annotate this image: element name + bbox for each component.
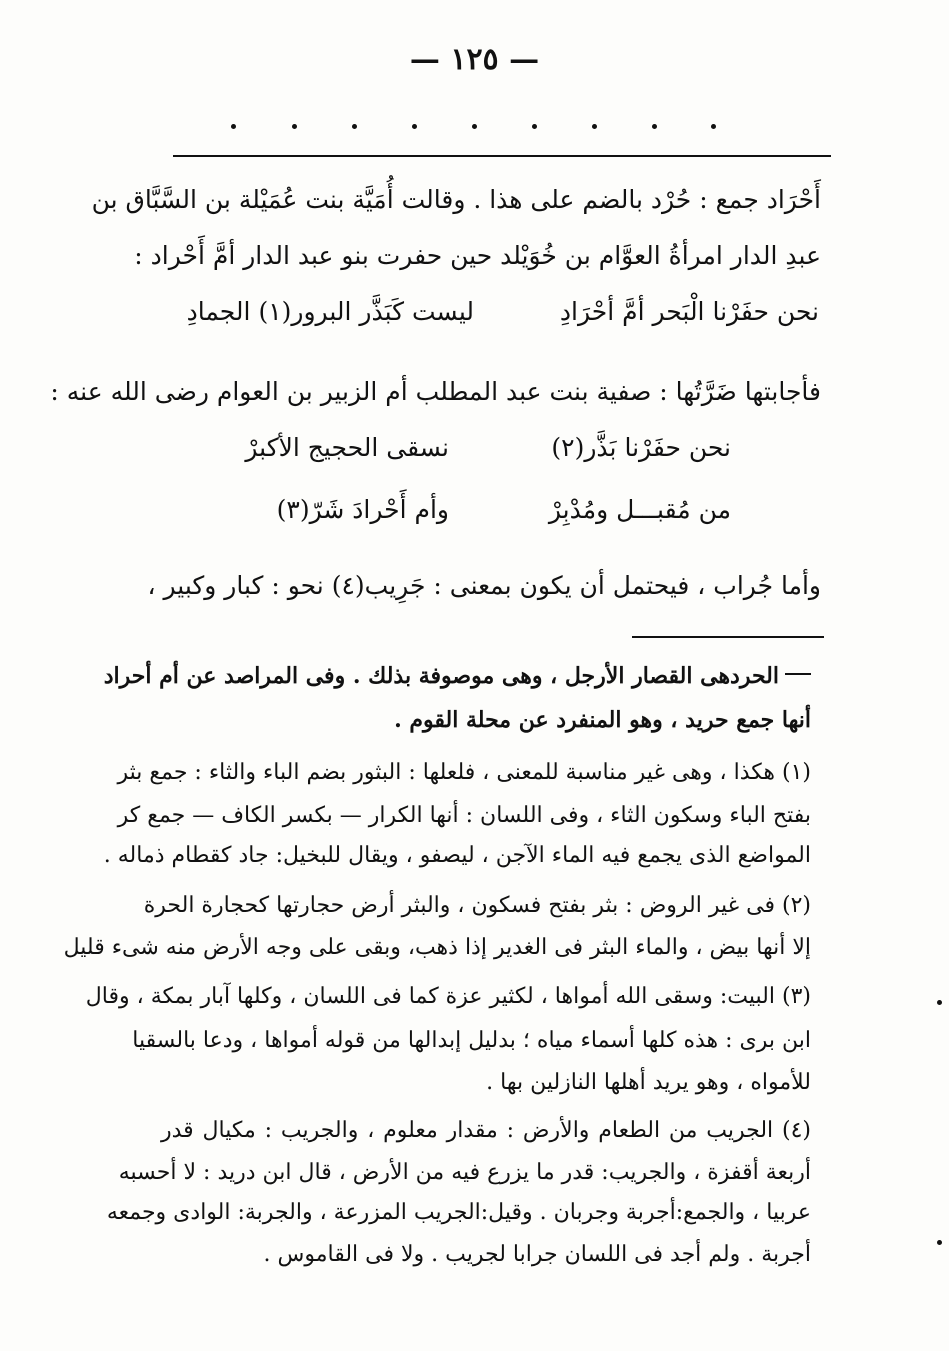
footnote-line: ابن برى : هذه كلها أسماء مياه ؛ بدليل إبدالها من قوله أمواها ، ودعا بالسقيا (132, 1028, 811, 1053)
top-rule (173, 155, 831, 157)
footnote-line: (٤) الجريب من الطعام والأرض : مقدار معلوم ، والجريب : مكيال قدر (161, 1118, 811, 1143)
ornament-dot (412, 124, 417, 129)
footnote-line: عربيا ، والجمع:أجربة وجربان . وقيل:الجريب المزرعة ، والجربة: الوادى وجمعه (106, 1200, 811, 1225)
margin-mark (937, 1000, 942, 1005)
footnote-rule (632, 636, 824, 638)
poem-hemistich-left: نسقى الحجيج الأكبرْ (245, 433, 449, 462)
ornament-dot (231, 124, 236, 129)
footnote-line: للأمواه ، وهو يريد أهلها النازلين بها . (486, 1070, 811, 1095)
poem-hemistich-left: ليست كَبَذَّر البرور(١) الجمادِ (186, 297, 474, 326)
ornament-dot (652, 124, 657, 129)
poem-hemistich-right: نحن حفَرْنا الْبَحر أمَّ أحْرَادِ (559, 297, 819, 326)
ornament-dot (711, 124, 716, 129)
main-text-line: عبدِ الدار امرأةُ العوَّام بن خُوَيْلد حين حفرت بنو عبد الدار أمَّ أَحْراد : (134, 241, 821, 270)
ornament-dot (352, 124, 357, 129)
main-text-line: وأما جُراب ، فيحتمل أن يكون بمعنى : جَرِيب(٤) نحو : كبار وكبير ، (147, 571, 821, 600)
ornament-dot (532, 124, 537, 129)
footnote-line: (٢) فى غير الروض : بثر بفتح فسكون ، والبثر أرض حجارتها كحجارة الحرة (143, 893, 811, 918)
footnote-line: الحردهى القصار الأرجل ، وهى موصوفة بذلك . وفى المراصد عن أم أحراد (161, 660, 811, 694)
ornament-dot (472, 124, 477, 129)
footnote-line: (٣) البيت: وسقى الله أمواها ، لكثير عزة كما فى اللسان ، وكلها آبار بمكة ، وقال (85, 984, 811, 1009)
margin-mark (937, 1240, 942, 1245)
poem-hemistich-right: من مُقبـــل ومُدْبِرْ (548, 495, 731, 524)
page-number: — ١٢٥ — (409, 42, 540, 77)
footnote-line: (١) هكذا ، وهى غير مناسبة للمعنى ، فلعلها : البثور بضم الباء والثاء : جمع بثر (117, 760, 811, 785)
main-text-line: فأجابتها ضَرَّتُها : صفية بنت عبد المطلب أم الزبير بن العوام رضى الله عنه : (50, 377, 821, 406)
continuation-mark (785, 673, 811, 675)
ornament-dot (292, 124, 297, 129)
ornament-dots (175, 118, 730, 138)
footnote-line: إلا أنها بيض ، والماء البثر فى الغدير إذا ذهب، وبقى على وجه الأرض منه شىء قليل (63, 935, 811, 960)
ornament-dot (592, 124, 597, 129)
poem-hemistich-left: وأم أَحْرادَ شَرّ(٣) (276, 495, 449, 524)
footnote-line: المواضع الذى يجمع فيه الماء الآجن ، ليصفو ، ويقال للبخيل: جاد كقطام ذماله . (103, 843, 811, 868)
footnote-line: بفتح الباء وسكون الثاء ، وفى اللسان : أنها الكرار — بكسر الكاف — جمع كر (117, 803, 811, 828)
poem-hemistich-right: نحن حفَرْنا بَذَّر(٢) (551, 433, 731, 462)
main-text-line: أَحْرَاد جمع : حُرْد بالضم على هذا . وقالت أُمَيَّة بنت عُمَيْلة بن السَّبَّاق بن (91, 185, 821, 214)
footnote-line: أربعة أقفزة ، والجريب: قدر ما يزرع فيه من الأرض ، قال ابن دريد : لا أحسبه (118, 1160, 811, 1185)
footnote-line: أنها جمع حريد ، وهو المنفرد عن محلة القوم . (394, 707, 811, 733)
footnote-line: أجربة . ولم أجد فى اللسان جرابا لجريب . ولا فى القاموس . (263, 1242, 811, 1267)
